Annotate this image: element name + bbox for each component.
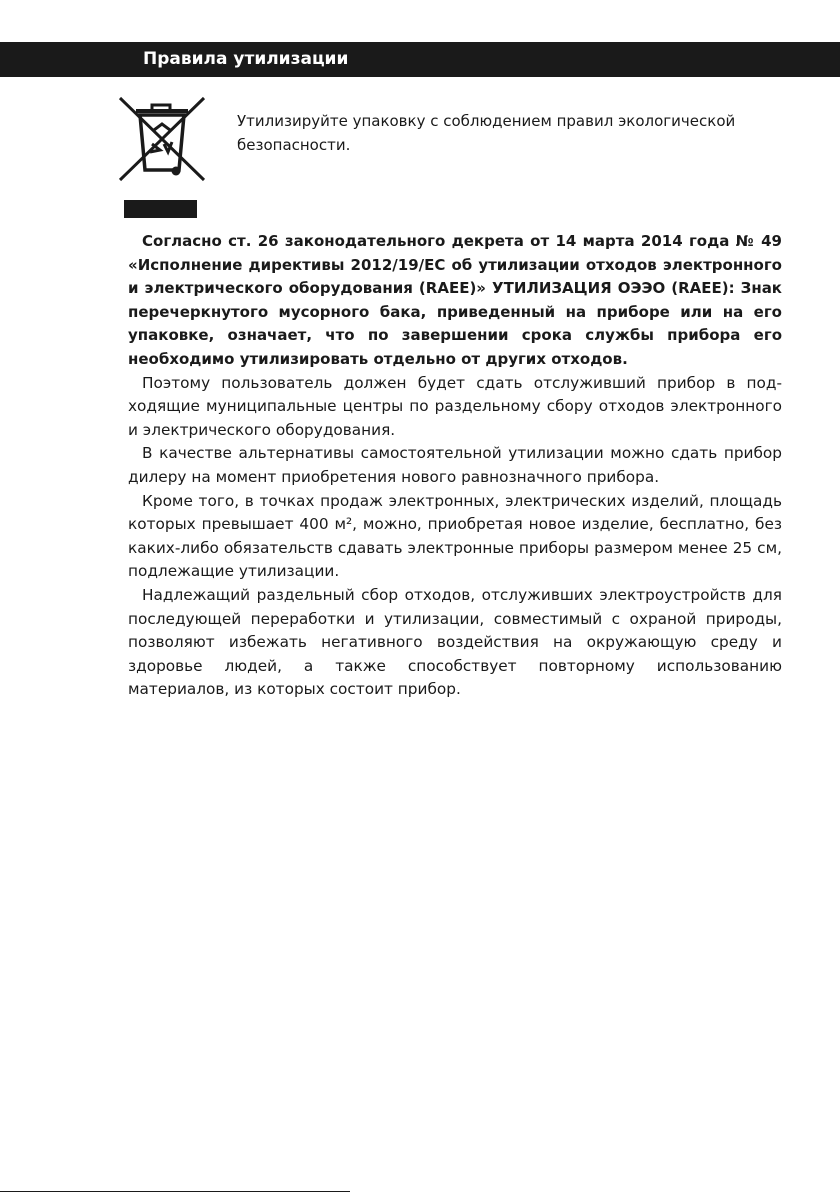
paragraph-environment: Надлежащий раздельный сбор отходов, отслуживших электроустройств для последующей переработки и утилизации, совместимый с охраной природы, позволяют избежать негативного воздействия на окружающую среду и здоровье людей, а также способствует повторному использованию материалов, из которых состоит прибор. xyxy=(128,585,782,699)
crossed-out-wheelie-bin-icon xyxy=(112,94,212,220)
disposal-rules-body xyxy=(128,230,782,702)
paragraph-dealer-alternative: В качестве альтернативы самостоятельной утилизации можно сдать прибор дилеру на момент приобретения нового равнозначного прибора. xyxy=(128,444,782,486)
intro-text: Утилизируйте упаковку с соблюдением правил экологической безопасности. xyxy=(237,112,736,154)
section-header xyxy=(0,42,840,77)
paragraph-return-to-center: Поэтому пользователь должен будет сдать отслуживший прибор в подходящие муниципальные центры по раздельному сбору отходов электронного и электрического оборудования. xyxy=(128,373,782,439)
paragraph-retail-takeback: Кроме того, в точках продаж электронных, электрических изделий, площадь которых превышает 400 м², можно, приобретая новое изделие, бесплатно, без каких-либо обязательств сдавать электронные приборы размером менее 25 см, подлежащие утилизации. xyxy=(128,491,782,581)
section-title: Правила утилизации xyxy=(143,49,349,69)
paragraph-legal-notice: Согласно ст. 26 законодательного декрета от 14 марта 2014 года № 49 «Исполнение директивы 2012/19/ЕС об утилизации отходов электронного и электрического оборудования (RAEE)» УТИЛИЗАЦИЯ ОЭЭО (RAEE): Знак перечеркнутого мусорного бака, приведенный на приборе или на его упаковке, означает, что по завершении срока службы прибора его необходимо утилизировать отдельно от других отходов. xyxy=(128,232,782,368)
